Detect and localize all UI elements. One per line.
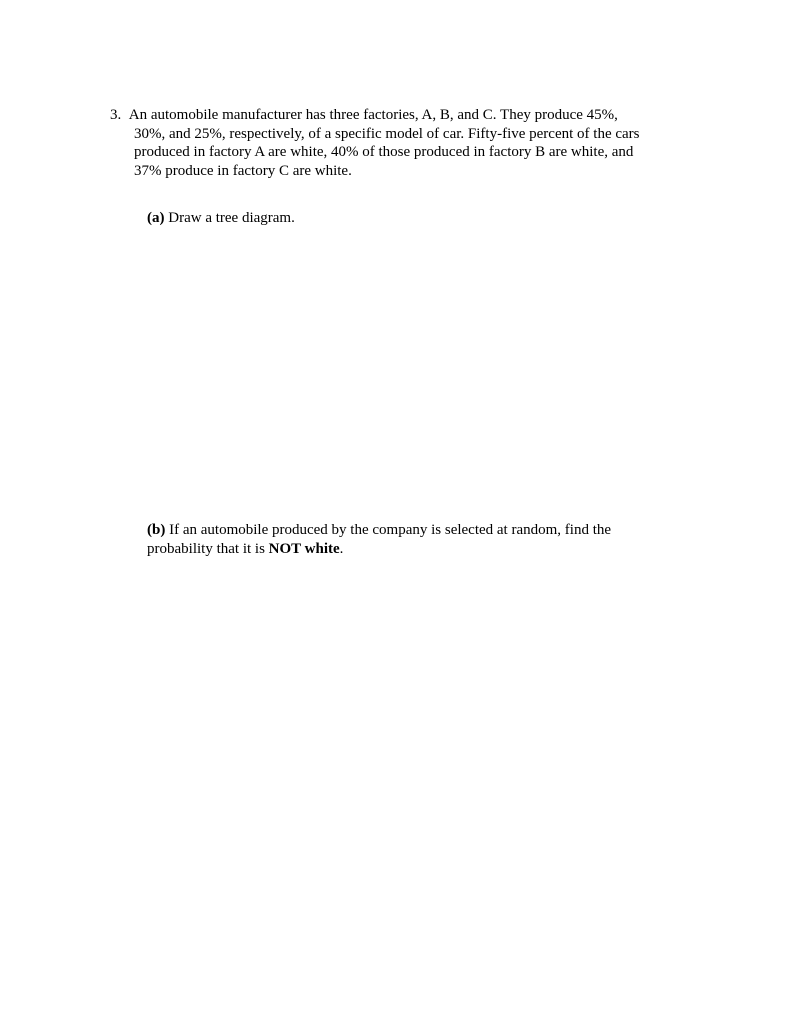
problem-statement (110, 106, 670, 180)
part-b-emphasis: NOT white (268, 540, 340, 557)
problem-line-1 (110, 106, 670, 125)
part-a-label: (a) (147, 210, 165, 226)
problem-line-4: 37% produce in factory C are white. (134, 162, 352, 179)
part-b-label: (b) (147, 522, 166, 538)
part-b-line-1 (147, 521, 667, 540)
problem-number: 3. (110, 107, 122, 123)
part-b-text-1: If an automobile produced by the company is selected at random, find the (169, 522, 612, 538)
part-b-period: . (339, 540, 344, 557)
part-a-prompt (147, 209, 295, 228)
problem-line-3: produced in factory A are white, 40% of those produced in factory B are white, and (134, 144, 634, 160)
part-b-prompt (147, 521, 667, 558)
part-b-text-2: probability that it is (147, 540, 265, 557)
part-a-text: Draw a tree diagram. (168, 210, 295, 226)
part-b-line-2 (147, 540, 667, 559)
problem-line-2: 30%, and 25%, respectively, of a specific model of car. Fifty-five percent of the cars (134, 125, 640, 142)
problem-text-1: An automobile manufacturer has three factories, A, B, and C. They produce 45%, (128, 107, 618, 123)
